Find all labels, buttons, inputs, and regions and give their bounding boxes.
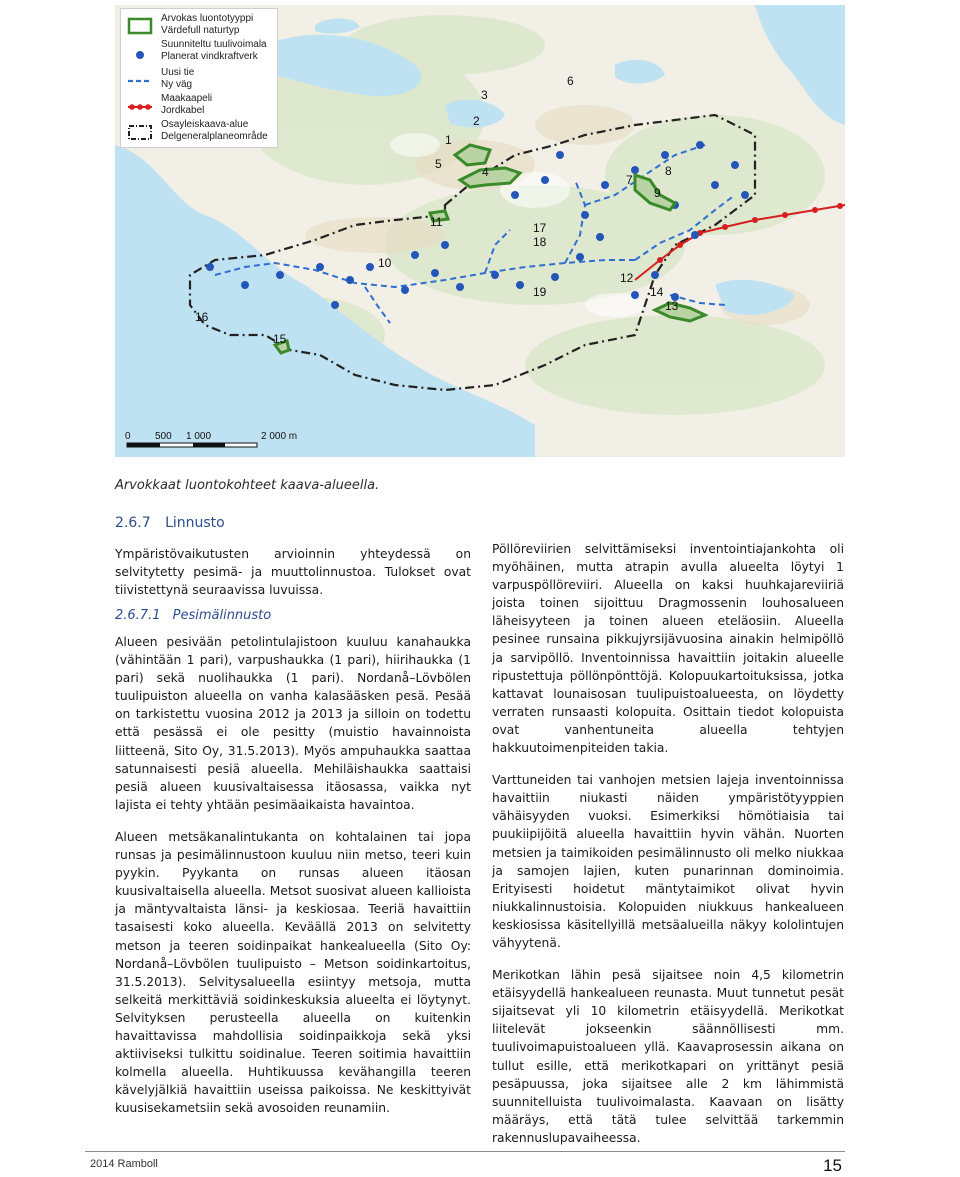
paragraph: Merikotkan lähin pesä sijaitsee noin 4,5 kilometrin etäisyydellä hankealueen reunasta. Muut tunnetut pesät sijaitsevat yli 10 kilometrin etäisyydellä. Merikotkat liitelevät jokseenkin säännöllisesti mm. tuulivoimapuistoalueen yllä. Kaavaprosessin aikana on tullut esille, että merikotkapari on yrittänyt pesiä pesäpuussa, joka sijaitsee alle 2 km lähimmistä suunnitelluista tuulivoimalasta. Kaavaan on lisätty määräys, että tätä tulee selvittää tarkemmin rakennuslupavaiheessa.: [492, 968, 844, 1145]
legend-label-sv: Jordkabel: [161, 105, 205, 116]
legend-item-ground-cable: [121, 93, 279, 119]
paragraph: Pöllöreviirien selvittämiseksi inventointiajankohta oli myöhäinen, mutta atrapin avulla alueelta löytyi 1 varpuspöllöreviiri. Alueella on kaksi huuhkajareviiriä joista toinen sijoittuu Dragmossenin louhosalueen läheisyyteen ja toinen alueen eteläosiin. Alueella pesinee runsaina pikkujyrsijävuosina ainakin helmipöllö ja sarvipöllö. Inventoinnissa havaittiin joitakin alueelle ripustettuja pöllönpönttöjä. Kolopuukartoituksissa, jotka kattavat lounaisosan tuulipuistoalueesta, on löydetty verraten runsaasti kolopuita. Osittain tiedot kolopuista ovat vanhentuneita alueella tehtyjen hakkuutoimenpiteiden takia.: [492, 542, 844, 756]
legend-item-new-road: [121, 67, 279, 93]
footer-divider: [85, 1151, 845, 1152]
scale-label-0: 0: [125, 431, 131, 442]
site-label-9: 9: [654, 186, 661, 200]
scale-label-500: 500: [155, 431, 172, 442]
site-label-2: 2: [473, 114, 480, 128]
subsection-heading: 2.6.7.1 Pesimälinnusto: [115, 608, 272, 623]
legend-item-turbine: [121, 39, 279, 65]
paragraph: Ympäristövaikutusten arvioinnin yhteydessä on selvitytetty pesimä- ja muuttolinnustoa. Tulokset ovat tiivistettynä seuraavissa luvuissa.: [115, 547, 471, 598]
site-label-14: 14: [650, 285, 664, 299]
site-label-15: 15: [273, 332, 287, 346]
legend-label-fi: Maakaapeli: [161, 93, 213, 104]
site-label-6: 6: [567, 74, 574, 88]
site-label-4: 4: [482, 165, 489, 179]
ground-cable-line-icon: [127, 97, 153, 115]
scale-label-1000: 1 000: [186, 431, 212, 442]
paragraph: Alueen metsäkanalintukanta on kohtalainen tai jopa runsas ja pesimälinnustoon kuuluu niin metso, teeri kuin pyykin. Pyykanta on runsas alueen itäosan kuusivaltaisella alueella. Metsot suosivat alueen kallioista ja mäntyvaltaista länsi- ja keskiosaa. Teeriä havaittiin tasaisesti koko alueella. Keväällä 2013 on selvitetty metson ja teeren soidinpaikat hankealueella (Sito Oy: Nordanå–Lövbölen tuulipuisto – Metson soidinkartoitus, 31.5.2013). Selvitysalueella esiintyy metsoja, mutta selkeitä merkittäviä soidinkeskuksia alueelta ei löytynyt. Selvityksen perusteella alueella on kuitenkin havaittavissa mahdollisia soidinpaikkoja sekä yksi aktiiviseksi tulkittu soidinalue. Teeren soitimia havaittiin kolmella alueella. Huhtikuussa kevähangilla teeren kävelyjälkiä havaittiin useissa paikoissa. Ne keskittyivät kuusisekametsiin sekä avosoiden reunamiin.: [115, 829, 471, 1116]
legend-label-fi: Arvokas luontotyyppi: [161, 13, 254, 24]
site-label-3: 3: [481, 88, 488, 102]
map-legend: [120, 8, 278, 148]
left-column: [115, 633, 471, 1131]
right-column: [492, 540, 844, 1161]
plan-area-boundary-icon: [127, 123, 153, 141]
site-label-17: 17: [533, 221, 547, 235]
site-label-1: 1: [445, 133, 452, 147]
site-label-11: 11: [430, 215, 443, 229]
new-road-dashed-line-icon: [127, 71, 153, 89]
page-number: 15: [823, 1156, 842, 1175]
legend-label-fi: Uusi tie: [161, 67, 195, 78]
legend-label-sv: Värdefull naturtyp: [161, 25, 240, 36]
section-heading: 2.6.7 Linnusto: [115, 515, 225, 531]
legend-label-sv: Planerat vindkraftverk: [161, 51, 258, 62]
site-label-5: 5: [435, 157, 442, 171]
legend-label-sv: Ny väg: [161, 79, 193, 90]
site-label-13: 13: [665, 299, 679, 313]
natural-site-outline-icon: [127, 17, 153, 35]
legend-label-fi: Suunniteltu tuulivoimala: [161, 39, 267, 50]
legend-item-natural-site: [121, 13, 279, 39]
site-label-8: 8: [665, 164, 672, 178]
paragraph: Alueen pesivään petolintulajistoon kuuluu kanahaukka (vähintään 1 pari), varpushaukka (1 pari), hiirihaukka (1 pari) sekä nuolihaukka (1 pari). Nordanå–Lövbölen tuulipuiston alueella on vanha kalasääsken pesä. Pesää on tarkistettu vuosina 2012 ja 2013 ja silloin on todettu että pesässä ei ole pesitty (muistio havainnoista liitteenä, Sito Oy, 31.5.2013). Myös ampuhaukka saattaa satunnaisesti pesiä alueella. Mehiläishaukka saattaisi pesiä alueen kuusivaltaisessa itäosassa, vaikka nyt lajista ei tehty yhtään pesimäaikaista havaintoa.: [115, 635, 471, 812]
legend-label-sv: Delgeneralplaneområde: [161, 131, 268, 142]
site-label-7: 7: [626, 173, 633, 187]
site-label-18: 18: [533, 235, 547, 249]
site-label-10: 10: [378, 256, 392, 270]
wind-turbine-dot-icon: [127, 43, 153, 61]
legend-item-plan-area: [121, 119, 279, 145]
map-caption: Arvokkaat luontokohteet kaava-alueella.: [115, 478, 380, 493]
intro-paragraph: [115, 545, 471, 613]
legend-label-fi: Osayleiskaava-alue: [161, 119, 249, 130]
site-label-12: 12: [620, 271, 634, 285]
footer-company: 2014 Ramboll: [90, 1158, 158, 1170]
site-label-16: 16: [195, 310, 209, 324]
site-label-19: 19: [533, 285, 547, 299]
paragraph: Varttuneiden tai vanhojen metsien lajeja inventoinnissa havaittiin niukasti näiden ympäristötyyppien vähäisyyden vuoksi. Esimerkiksi hömötiaisia tai puukiipijöitä alueella havaittiin hyvin vähän. Nuorten metsien ja taimikoiden pesimälinnusto oli melko niukkaa ja samojen lajien, kuten punarinnan dominoimia. Erityisesti hoidetut mäntytaimikot olivat hyvin niukkalinnustoisia. Kolopuiden niukkuus hankealueen keskiosissa käsitellyillä metsäalueilla näkyy kololintujen vähyytenä.: [492, 773, 844, 950]
scale-label-2000: 2 000 m: [261, 431, 298, 442]
